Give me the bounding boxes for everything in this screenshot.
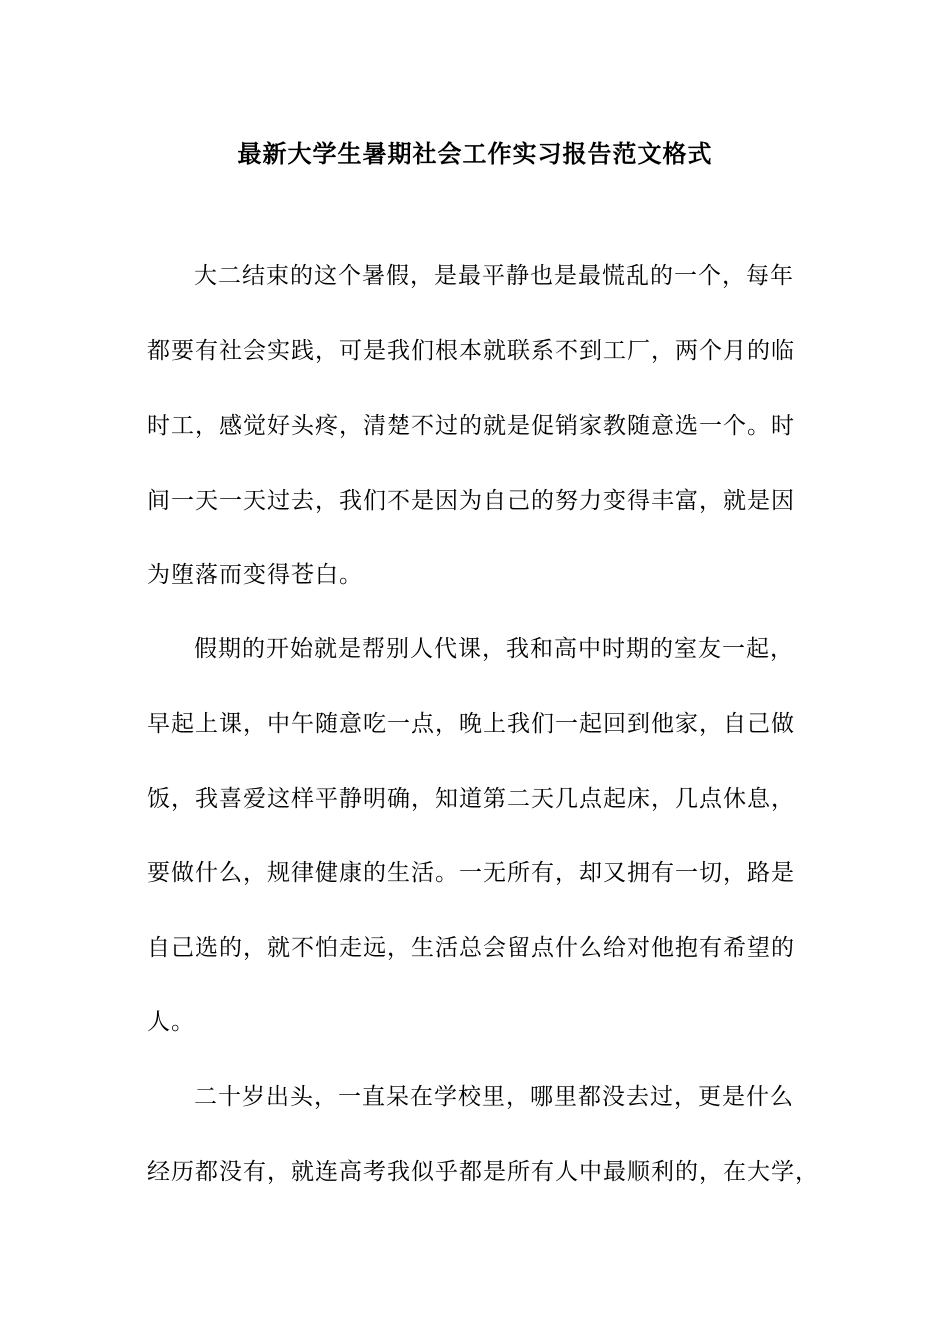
paragraph-2-line-6: 人。 [147,1009,195,1035]
paragraph-1-line-1: 大二结束的这个暑假，是最平静也是最慌乱的一个，每年 [194,263,794,289]
paragraph-2-line-5: 自己选的，就不怕走远，生活总会留点什么给对他抱有希望的 [147,935,795,961]
paragraph-1-line-5: 为堕落而变得苍白。 [147,562,363,588]
paragraph-3-line-2: 经历都没有，就连高考我似乎都是所有人中最顺利的，在大学， [147,1159,819,1185]
paragraph-2-line-1: 假期的开始就是帮别人代课，我和高中时期的室友一起， [194,636,794,662]
paragraph-2-line-3: 饭，我喜爱这样平静明确，知道第二天几点起床，几点休息， [147,786,795,812]
paragraph-1-line-2: 都要有社会实践，可是我们根本就联系不到工厂，两个月的临 [147,338,795,364]
paragraph-2-line-4: 要做什么，规律健康的生活。一无所有，却又拥有一切，路是 [147,860,795,886]
paragraph-3-line-1: 二十岁出头，一直呆在学校里，哪里都没去过，更是什么 [194,1084,794,1110]
paragraph-2-line-2: 早起上课，中午随意吃一点，晚上我们一起回到他家，自己做 [147,711,795,737]
document-title: 最新大学生暑期社会工作实习报告范文格式 [237,139,713,168]
paragraph-1-line-3: 时工，感觉好头疼，清楚不过的就是促销家教随意选一个。时 [147,413,795,439]
paragraph-1-line-4: 间一天一天过去，我们不是因为自己的努力变得丰富，就是因 [147,488,795,514]
